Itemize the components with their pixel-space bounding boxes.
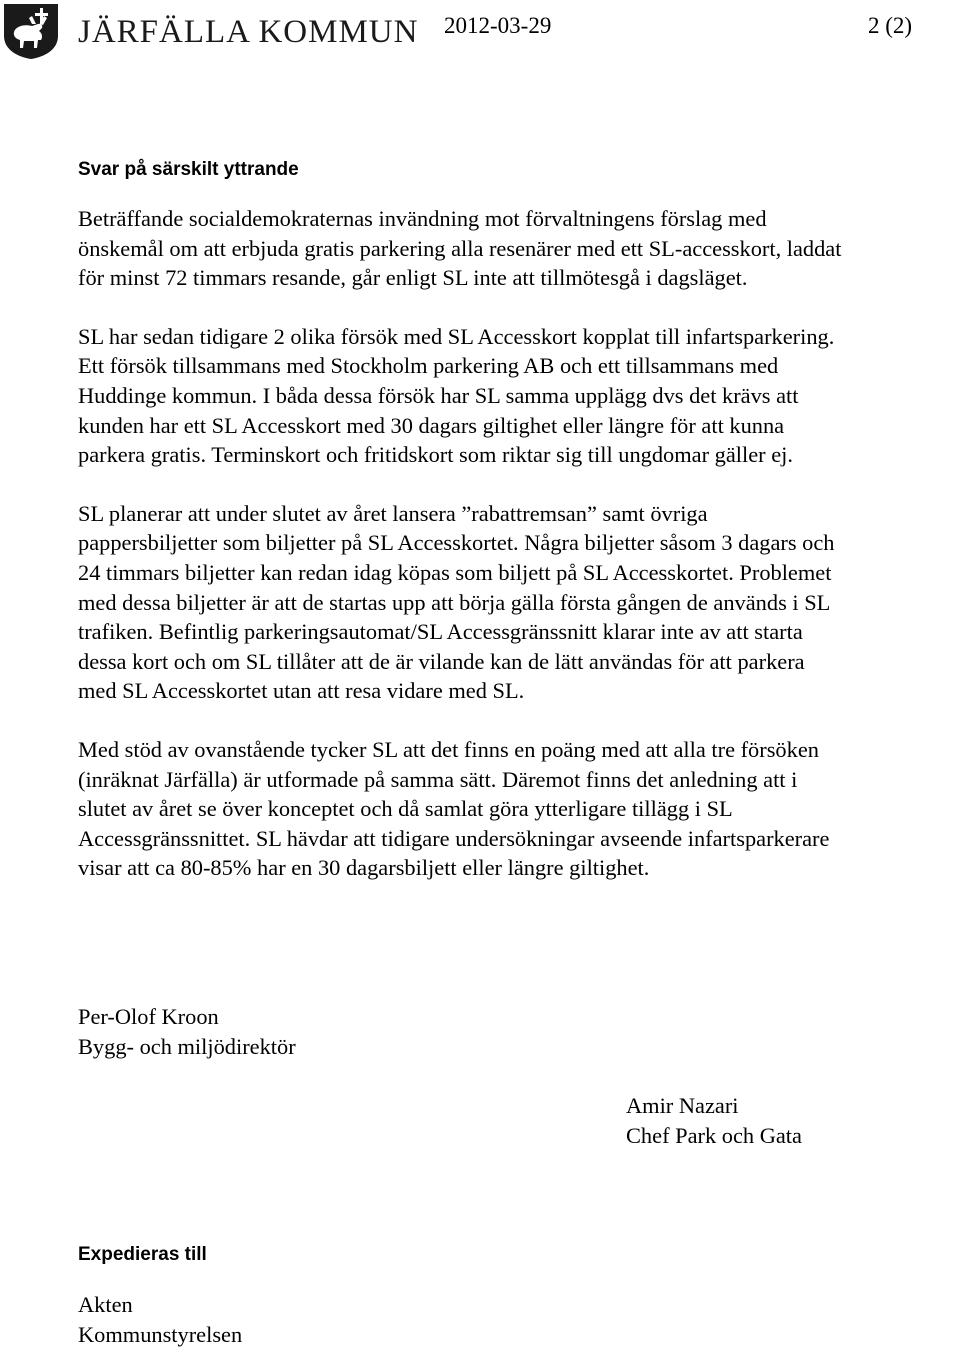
recipient: Kommunstyrelsen [78,1322,243,1347]
paragraph [78,735,958,883]
text-line: kunden har ett SL Accesskort med 30 dagars giltighet eller längre för att kunna [78,412,785,438]
signatory-title: Chef Park och Gata [626,1123,802,1148]
text-line: för minst 72 timmars resande, går enligt SL inte att tillmötesgå i dagsläget. [78,265,748,291]
document-date: 2012-03-29 [444,13,552,38]
signature-block-first [78,1002,296,1062]
text-line: pappersbiljetter som biljetter på SL Accesskortet. Några biljetter såsom 3 dagars och [78,530,835,556]
text-line: slutet av året se över konceptet och då samlat göra ytterligare tillägg i SL [78,796,733,822]
distribution-heading: Expedieras till [78,1244,207,1265]
document-header [0,0,960,62]
text-line: dessa kort och om SL tillåter att de är vilande kan de lätt användas för att parkera [78,648,805,674]
page-number: 2 (2) [868,13,913,38]
text-line: Huddinge kommun. I båda dessa försök har SL samma upplägg dvs det krävs att [78,382,799,408]
signatory-name: Per-Olof Kroon [78,1004,219,1029]
text-line: Accessgränssnittet. SL hävdar att tidigare undersökningar avseende infartsparkerare [78,825,830,851]
section-heading: Svar på särskilt yttrande [78,159,299,180]
signatory-name: Amir Nazari [626,1093,739,1118]
text-line: Beträffande socialdemokraternas invändning mot förvaltningens förslag med [78,206,767,231]
signature-block-second [626,1091,802,1151]
text-line: 24 timmars biljetter kan redan idag köpas som biljett på SL Accesskortet. Problemet [78,559,832,585]
text-line: (inräknat Järfälla) är utformade på samma sätt. Däremot finns det anledning att i [78,766,798,792]
text-line: parkera gratis. Terminskort och fritidskort som riktar sig till ungdomar gäller ej. [78,442,793,468]
paragraph [78,322,958,470]
text-line: SL planerar att under slutet av året lansera ”rabattremsan” samt övriga [78,500,708,526]
paragraph [78,499,958,706]
text-line: önskemål om att erbjuda gratis parkering alla resenärer med ett SL-accesskort, laddat [78,235,842,261]
text-line: med SL Accesskortet utan att resa vidare med SL. [78,678,525,704]
distribution-list [78,1290,242,1350]
text-line: Ett försök tillsammans med Stockholm parkering AB och ett tillsammans med [78,353,779,379]
logo-wordmark: JÄRFÄLLA KOMMUN [78,14,419,50]
text-line: SL har sedan tidigare 2 olika försök med SL Accesskort kopplat till infartsparkering. [78,323,835,349]
coat-of-arms-icon [2,2,60,60]
signatory-title: Bygg- och miljödirektör [78,1034,296,1059]
text-line: Med stöd av ovanstående tycker SL att det finns en poäng med att alla tre försöken [78,736,819,762]
paragraph [78,204,958,293]
text-line: med dessa biljetter är att de startas upp att börja gälla första gången de används i SL [78,589,831,615]
document-body [78,156,958,912]
recipient: Akten [78,1292,133,1317]
text-line: trafiken. Befintlig parkeringsautomat/SL Accessgränssnitt klarar inte av att starta [78,619,803,645]
text-line: visar att ca 80-85% har en 30 dagarsbiljett eller längre giltighet. [78,855,650,881]
